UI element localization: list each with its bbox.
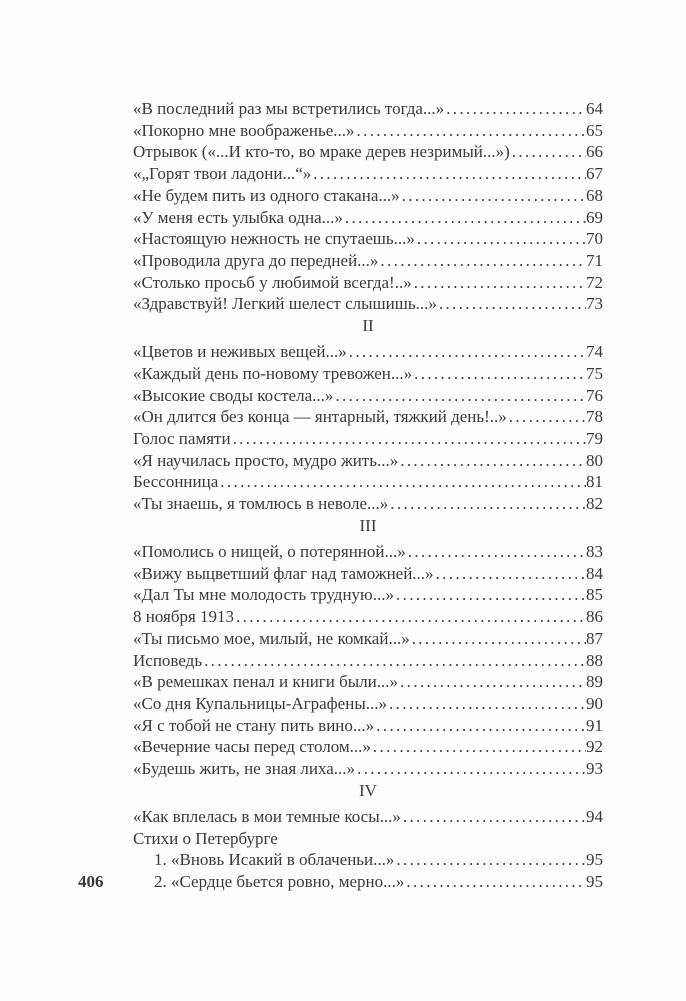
- entry-page-number: 83: [586, 542, 603, 562]
- entry-title: «Не будем пить из одного стакана...»: [133, 185, 400, 205]
- entry-page-number: 74: [586, 342, 603, 362]
- toc-entry: [133, 363, 603, 385]
- leader-dots: [313, 163, 586, 185]
- leader-dots: [396, 849, 586, 871]
- entry-title: 1. «Вновь Исакий в облаченьи...»: [154, 850, 395, 870]
- toc-section: [133, 515, 603, 780]
- toc-entry: [133, 272, 603, 294]
- entry-page-number: 91: [586, 715, 603, 735]
- leader-dots: [349, 341, 586, 363]
- toc-entry: [133, 584, 603, 606]
- leader-dots: [439, 293, 586, 315]
- entry-title: «Здравствуй! Легкий шелест слышишь...»: [133, 294, 437, 314]
- section-heading: II: [362, 316, 374, 336]
- entry-page-number: 92: [586, 737, 603, 757]
- toc-entry: [133, 671, 603, 693]
- entry-title: «Вечерние часы перед столом...»: [133, 737, 371, 757]
- entry-title: «Проводила друга до передней...»: [133, 250, 379, 270]
- toc-entry: [133, 693, 603, 715]
- entry-title: «Цветов и неживых вещей...»: [133, 342, 347, 362]
- section-heading: IV: [359, 780, 377, 800]
- toc-entry: [133, 471, 603, 493]
- toc: [78, 98, 603, 893]
- entry-page-number: 90: [586, 693, 603, 713]
- entry-title: «Будешь жить, не зная лиха...»: [133, 759, 356, 779]
- leader-dots: [414, 363, 586, 385]
- entry-page-number: 81: [586, 472, 603, 492]
- leader-dots: [446, 98, 586, 120]
- entry-page-number: 72: [586, 272, 603, 292]
- leader-dots: [402, 185, 586, 207]
- entry-page-number: 86: [586, 607, 603, 627]
- entry-page-number: 89: [586, 672, 603, 692]
- toc-entry: [133, 736, 603, 758]
- entry-title: 2. «Сердце бьется ровно, мерно...»: [154, 872, 405, 892]
- leader-dots: [233, 428, 586, 450]
- toc-entry: [133, 228, 603, 250]
- toc-entry: [133, 341, 603, 363]
- entry-page-number: 64: [586, 99, 603, 118]
- toc-section: [133, 315, 603, 515]
- leader-dots: [408, 541, 586, 563]
- entry-page-number: 70: [586, 229, 603, 249]
- toc-entry: [133, 428, 603, 450]
- entry-page-number: 94: [586, 807, 603, 826]
- entry-title: «„Горят твои ладони...“»: [133, 164, 312, 184]
- toc-entry: [133, 606, 603, 628]
- entry-title: 8 ноября 1913: [133, 607, 235, 627]
- entry-title: «У меня есть улыбка одна...»: [133, 207, 343, 227]
- entry-title: «Столько просьб у любимой всегда!..»: [133, 272, 412, 292]
- entry-title: «Дал Ты мне молодость трудную...»: [133, 585, 395, 605]
- toc-entry: [133, 758, 603, 780]
- leader-dots: [373, 736, 586, 758]
- toc-entry: [133, 563, 603, 585]
- leader-dots: [436, 563, 586, 585]
- entry-page-number: 69: [586, 207, 603, 227]
- leader-dots: [380, 250, 586, 272]
- entry-page-number: 88: [586, 650, 603, 670]
- toc-entry: [133, 650, 603, 672]
- entry-title: «Я с тобой не стану пить вино...»: [133, 715, 375, 735]
- entry-title: «Со дня Купальницы-Аграфены...»: [133, 693, 387, 713]
- entry-title: Отрывок («...И кто-то, во мраке дерев незримый...»): [133, 142, 510, 162]
- toc-entry: [133, 806, 603, 828]
- leader-dots: [396, 584, 586, 606]
- entry-title: Исповедь: [133, 650, 203, 670]
- leader-dots: [236, 606, 586, 628]
- toc-entry: [133, 628, 603, 650]
- entry-page-number: 78: [586, 407, 603, 427]
- toc-entry: [133, 207, 603, 229]
- entry-page-number: 71: [586, 250, 603, 270]
- page-number: 406: [78, 872, 104, 892]
- leader-dots: [389, 693, 586, 715]
- leader-dots: [509, 406, 586, 428]
- entry-page-number: 73: [586, 294, 603, 314]
- entry-title: «Помолись о нищей, о потерянной...»: [133, 542, 406, 562]
- entry-page-number: 67: [586, 164, 603, 184]
- toc-section: [133, 98, 603, 315]
- toc-section: [78, 780, 603, 893]
- entry-title: «Настоящую нежность не спутаешь...»: [133, 229, 415, 249]
- entry-page-number: 65: [586, 120, 603, 140]
- toc-entry: [133, 120, 603, 142]
- toc-entry: [133, 293, 603, 315]
- entry-page-number: 93: [586, 759, 603, 779]
- entry-page-number: 84: [586, 563, 603, 583]
- toc-entry: [133, 541, 603, 563]
- leader-dots: [357, 758, 586, 780]
- leader-dots: [412, 628, 586, 650]
- entry-page-number: 79: [586, 429, 603, 449]
- entry-title: Стихи о Петербурге: [133, 828, 278, 848]
- leader-dots: [417, 228, 586, 250]
- entry-page-number: 75: [586, 363, 603, 383]
- entry-title: «Покорно мне воображенье...»: [133, 120, 355, 140]
- entry-title: «Вижу выцветший флаг над таможней...»: [133, 563, 434, 583]
- entry-title: «Я научилась просто, мудро жить...»: [133, 450, 399, 470]
- toc-entry: [133, 250, 603, 272]
- toc-entry: [133, 141, 603, 163]
- toc-entry: [133, 828, 603, 850]
- section-heading: III: [359, 515, 377, 535]
- entry-page-number: 68: [586, 185, 603, 205]
- toc-entry: [133, 493, 603, 515]
- leader-dots: [512, 141, 586, 163]
- leader-dots: [345, 207, 586, 229]
- toc-entry: [133, 185, 603, 207]
- entry-title: «Ты знаешь, я томлюсь в неволе...»: [133, 494, 389, 514]
- toc-entry: [133, 98, 603, 120]
- entry-title: «Как вплелась в мои темные косы...»: [133, 807, 401, 826]
- leader-dots: [400, 671, 586, 693]
- entry-title: «Он длится без конца — янтарный, тяжкий день!..»: [133, 407, 507, 427]
- entry-title: «В последний раз мы встретились тогда...»: [133, 99, 445, 118]
- entry-page-number: 80: [586, 450, 603, 470]
- entry-title: «Ты письмо мое, милый, не комкай...»: [133, 628, 410, 648]
- entry-page-number: 82: [586, 494, 603, 514]
- leader-dots: [204, 650, 586, 672]
- leader-dots: [414, 272, 586, 294]
- entry-title: «Каждый день по-новому тревожен...»: [133, 363, 413, 383]
- leader-dots: [390, 493, 586, 515]
- leader-dots: [376, 715, 586, 737]
- entry-page-number: 85: [586, 585, 603, 605]
- toc-entry: [78, 871, 603, 893]
- entry-title: Голос памяти: [133, 429, 231, 449]
- toc-entry: [133, 450, 603, 472]
- leader-dots: [357, 120, 587, 142]
- entry-page-number: 95: [586, 872, 603, 892]
- toc-entry: [133, 715, 603, 737]
- leader-dots: [400, 450, 586, 472]
- entry-page-number: 66: [586, 142, 603, 162]
- entry-page-number: 95: [586, 850, 603, 870]
- toc-entry: [133, 849, 603, 871]
- entry-page-number: 76: [586, 385, 603, 405]
- entry-title: Бессонница: [133, 472, 219, 492]
- entry-title: «Высокие своды костела...»: [133, 385, 334, 405]
- entry-page-number: 87: [586, 628, 603, 648]
- toc-entry: [133, 163, 603, 185]
- entry-title: «В ремешках пенал и книги были...»: [133, 672, 399, 692]
- leader-dots: [335, 385, 586, 407]
- leader-dots: [406, 871, 586, 893]
- toc-entry: [133, 385, 603, 407]
- leader-dots: [403, 806, 586, 828]
- leader-dots: [220, 471, 586, 493]
- toc-entry: [133, 406, 603, 428]
